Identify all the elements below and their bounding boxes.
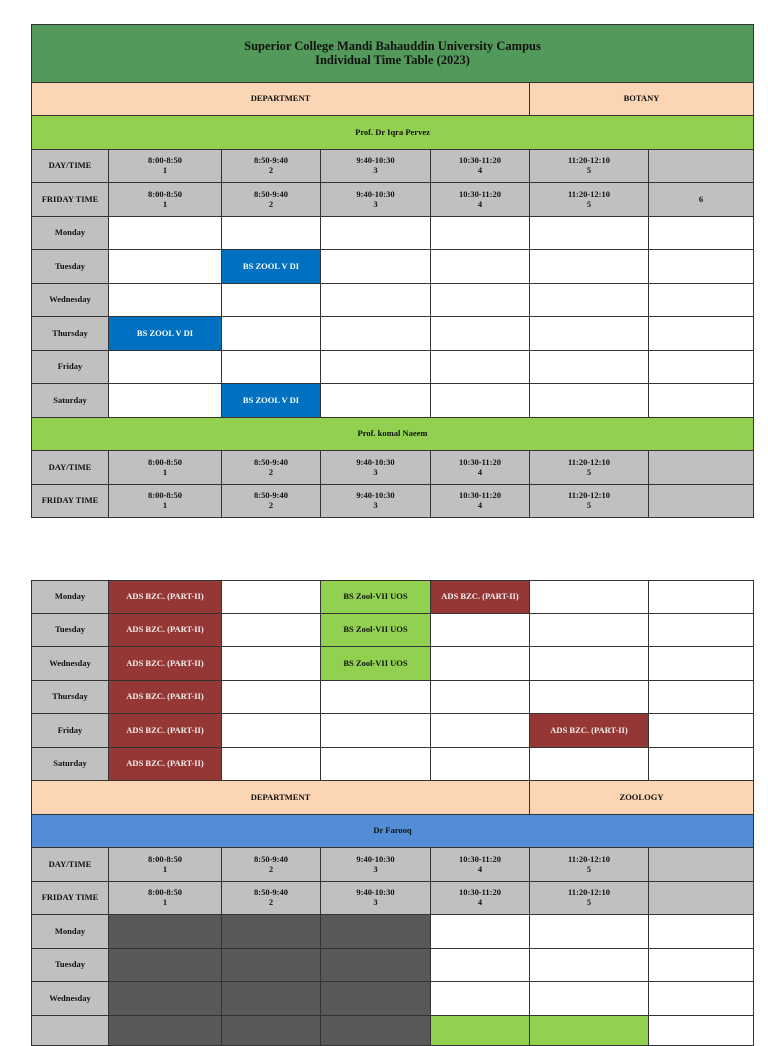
day-row-partial [31,1016,754,1046]
course-cell: ADS BZC. (PART-II) [109,614,222,647]
schedule-cell [530,748,649,781]
slot-header: 9:40-10:30 3 [321,485,431,518]
slot-header: 10:30-11:20 4 [431,451,530,485]
day-row-thursday [31,317,754,351]
schedule-cell [649,384,754,418]
schedule-cell [431,351,530,384]
slot-header: 8:50-9:40 2 [222,848,321,882]
slot-header: 9:40-10:30 3 [321,848,431,882]
slot-header: 11:20-12:10 5 [530,150,649,183]
schedule-cell [222,681,321,714]
day-row-tuesday [31,250,754,284]
schedule-cell [530,647,649,681]
slot-header: 9:40-10:30 3 [321,882,431,915]
department-name: ZOOLOGY [530,781,754,815]
course-cell: BS Zool-VII UOS [321,647,431,681]
department-row [31,83,754,116]
schedule-cell [321,748,431,781]
blocked-cell [222,1016,321,1046]
course-cell: ADS BZC. (PART-II) [431,580,530,614]
slot-header: 8:00-8:50 1 [109,150,222,183]
schedule-cell [649,614,754,647]
course-cell: BS Zool-VII UOS [321,580,431,614]
schedule-cell [530,982,649,1016]
timetable-sheet-1 [31,24,754,518]
slot-header: 8:00-8:50 1 [109,848,222,882]
schedule-cell [222,351,321,384]
schedule-cell [321,217,431,250]
schedule-cell [431,217,530,250]
schedule-cell [222,580,321,614]
schedule-cell [649,317,754,351]
friday-time-row [31,485,754,518]
day-label: Saturday [31,384,109,418]
day-row-saturday [31,748,754,781]
day-label: Friday [31,351,109,384]
schedule-cell [530,284,649,317]
department-label: DEPARTMENT [31,83,530,116]
schedule-cell [431,250,530,284]
day-label: Wednesday [31,284,109,317]
slot-header: 8:00-8:50 1 [109,882,222,915]
slot-header: 10:30-11:20 4 [431,485,530,518]
blocked-cell [222,915,321,949]
slot-header-empty [649,150,754,183]
teacher-row [31,116,754,150]
slot-header: 10:30-11:20 4 [431,150,530,183]
day-time-label: DAY/TIME [31,451,109,485]
slot-header: 8:00-8:50 1 [109,485,222,518]
schedule-cell [431,317,530,351]
day-time-label: DAY/TIME [31,848,109,882]
slot-header: 11:20-12:10 5 [530,183,649,217]
blocked-cell [321,1016,431,1046]
teacher-row [31,815,754,848]
schedule-cell [530,580,649,614]
schedule-cell [530,949,649,982]
schedule-cell [649,284,754,317]
friday-time-row [31,183,754,217]
schedule-cell [649,681,754,714]
slot-header: 11:20-12:10 5 [530,848,649,882]
schedule-cell [431,647,530,681]
slot-header: 9:40-10:30 3 [321,183,431,217]
course-cell: ADS BZC. (PART-II) [109,748,222,781]
day-row-friday [31,351,754,384]
day-label: Tuesday [31,614,109,647]
schedule-cell [530,351,649,384]
schedule-cell [530,250,649,284]
day-time-row [31,848,754,882]
schedule-cell [530,317,649,351]
schedule-cell [222,217,321,250]
slot-header-empty [649,451,754,485]
schedule-cell [530,217,649,250]
schedule-cell [649,748,754,781]
slot-header: 9:40-10:30 3 [321,451,431,485]
slot-header: 8:50-9:40 2 [222,882,321,915]
schedule-cell [222,714,321,748]
slot-header: 8:50-9:40 2 [222,485,321,518]
schedule-cell [431,982,530,1016]
day-label: Tuesday [31,250,109,284]
day-time-row [31,150,754,183]
slot-header: 11:20-12:10 5 [530,882,649,915]
blocked-cell [109,949,222,982]
slot-header-empty [649,485,754,518]
schedule-cell [649,647,754,681]
friday-time-row [31,882,754,915]
schedule-cell [431,748,530,781]
schedule-cell [431,949,530,982]
schedule-cell [321,714,431,748]
blocked-cell [109,1016,222,1046]
blocked-cell [109,982,222,1016]
day-label: Wednesday [31,982,109,1016]
slot-header: 8:00-8:50 1 [109,451,222,485]
slot-6-header: 6 [649,183,754,217]
course-cell: ADS BZC. (PART-II) [109,580,222,614]
slot-header-empty [649,848,754,882]
schedule-cell [649,949,754,982]
schedule-cell [222,748,321,781]
title-line-1: Superior College Mandi Bahauddin University Campus [244,38,541,53]
day-label: Monday [31,217,109,250]
schedule-cell [530,384,649,418]
schedule-cell [431,614,530,647]
course-cell: ADS BZC. (PART-II) [109,681,222,714]
day-row-thursday [31,681,754,714]
day-label: Tuesday [31,949,109,982]
day-label: Wednesday [31,647,109,681]
day-row-monday [31,915,754,949]
schedule-cell [649,915,754,949]
blocked-cell [321,982,431,1016]
blocked-cell [109,915,222,949]
blocked-cell [321,915,431,949]
course-cell [431,1016,530,1046]
blocked-cell [222,949,321,982]
slot-header: 8:00-8:50 1 [109,183,222,217]
schedule-cell [649,580,754,614]
course-cell: BS ZOOL V DI [109,317,222,351]
schedule-cell [649,1016,754,1046]
day-time-row [31,451,754,485]
day-row-wednesday [31,647,754,681]
title-row [31,24,754,83]
title-line-2: Individual Time Table (2023) [315,52,470,67]
page-title [31,24,754,83]
teacher-row [31,418,754,451]
friday-time-label: FRIDAY TIME [31,882,109,915]
schedule-cell [649,982,754,1016]
slot-header: 8:50-9:40 2 [222,451,321,485]
teacher-name: Dr Farooq [31,815,754,848]
schedule-cell [431,915,530,949]
day-label: Thursday [31,681,109,714]
schedule-cell [109,250,222,284]
day-row-wednesday [31,982,754,1016]
timetable-sheet-2 [31,580,754,1046]
course-cell: BS Zool-VII UOS [321,614,431,647]
department-label: DEPARTMENT [31,781,530,815]
day-row-saturday [31,384,754,418]
day-row-tuesday [31,949,754,982]
slot-header: 8:50-9:40 2 [222,150,321,183]
schedule-cell [109,351,222,384]
schedule-cell [109,217,222,250]
schedule-cell [321,384,431,418]
day-row-monday [31,217,754,250]
schedule-cell [222,317,321,351]
schedule-cell [109,284,222,317]
friday-time-label: FRIDAY TIME [31,485,109,518]
friday-time-label: FRIDAY TIME [31,183,109,217]
schedule-cell [222,647,321,681]
schedule-cell [649,250,754,284]
slot-header: 10:30-11:20 4 [431,848,530,882]
day-row-tuesday [31,614,754,647]
teacher-name: Prof. komal Naeem [31,418,754,451]
day-label: Saturday [31,748,109,781]
day-row-wednesday [31,284,754,317]
teacher-name: Prof. Dr Iqra Pervez [31,116,754,150]
schedule-cell [530,614,649,647]
department-name: BOTANY [530,83,754,116]
schedule-cell [321,284,431,317]
day-time-label: DAY/TIME [31,150,109,183]
department-row [31,781,754,815]
blocked-cell [321,949,431,982]
schedule-cell [649,714,754,748]
blocked-cell [222,982,321,1016]
schedule-cell [222,284,321,317]
course-cell: ADS BZC. (PART-II) [109,647,222,681]
day-label: Monday [31,580,109,614]
schedule-cell [649,217,754,250]
slot-header: 10:30-11:20 4 [431,882,530,915]
schedule-cell [321,250,431,284]
slot-header-empty [649,882,754,915]
day-label: Friday [31,714,109,748]
day-label: Thursday [31,317,109,351]
day-label [31,1016,109,1046]
schedule-cell [321,317,431,351]
schedule-cell [222,614,321,647]
schedule-cell [431,384,530,418]
schedule-cell [431,284,530,317]
schedule-cell [321,681,431,714]
course-cell: ADS BZC. (PART-II) [109,714,222,748]
schedule-cell [321,351,431,384]
schedule-cell [431,681,530,714]
course-cell [530,1016,649,1046]
schedule-cell [431,714,530,748]
day-row-friday [31,714,754,748]
course-cell: ADS BZC. (PART-II) [530,714,649,748]
schedule-cell [530,681,649,714]
slot-header: 8:50-9:40 2 [222,183,321,217]
day-label: Monday [31,915,109,949]
course-cell: BS ZOOL V DI [222,250,321,284]
course-cell: BS ZOOL V DI [222,384,321,418]
slot-header: 11:20-12:10 5 [530,485,649,518]
schedule-cell [109,384,222,418]
slot-header: 10:30-11:20 4 [431,183,530,217]
schedule-cell [530,915,649,949]
schedule-cell [649,351,754,384]
day-row-monday [31,580,754,614]
slot-header: 9:40-10:30 3 [321,150,431,183]
slot-header: 11:20-12:10 5 [530,451,649,485]
